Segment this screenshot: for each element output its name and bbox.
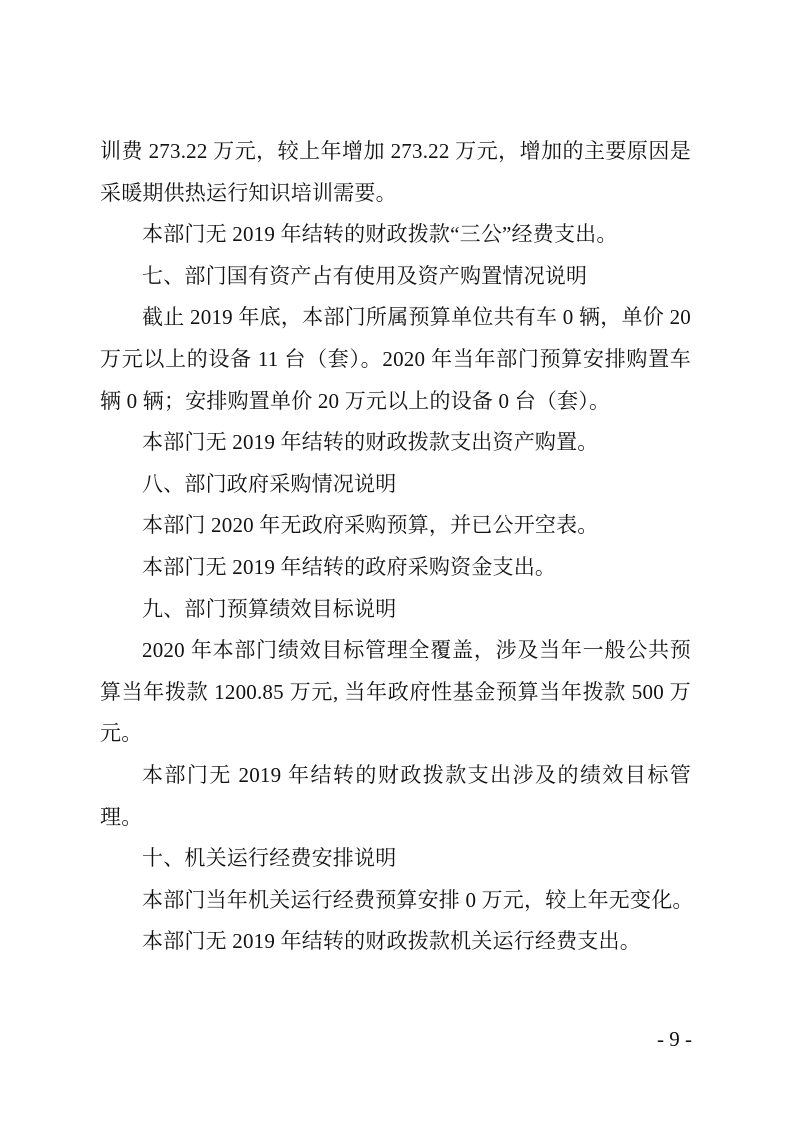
text-line: 辆 0 辆；安排购置单价 20 万元以上的设备 0 台（套）。 xyxy=(100,388,611,413)
text-line: 本部门无 2019 年结转的财政拨款“三公”经费支出。 xyxy=(142,222,618,247)
section-heading: 十、机关运行经费安排说明 xyxy=(142,846,397,871)
section-heading: 七、部门国有资产占有使用及资产购置情况说明 xyxy=(142,263,588,288)
text-line: 截止 2019 年底，本部门所属预算单位共有车 0 辆，单价 20 xyxy=(142,305,691,330)
text-line: 本部门无 2019 年结转的财政拨款支出资产购置。 xyxy=(142,430,599,455)
text-line: 本部门当年机关运行经费预算安排 0 万元，较上年无变化。 xyxy=(142,887,694,912)
section-heading: 八、部门政府采购情况说明 xyxy=(142,471,397,496)
text-line: 训费 273.22 万元，较上年增加 273.22 万元，增加的主要原因是 xyxy=(100,139,691,163)
text-line: 本部门无 2019 年结转的财政拨款机关运行经费支出。 xyxy=(142,929,641,954)
document-body xyxy=(100,131,694,963)
page-number: - 9 - xyxy=(657,1027,692,1051)
text-line: 万元以上的设备 11 台（套）。2020 年当年部门预算安排购置车 xyxy=(100,346,691,371)
text-line: 本部门无 2019 年结转的财政拨款支出涉及的绩效目标管 xyxy=(142,762,691,787)
text-line: 本部门无 2019 年结转的政府采购资金支出。 xyxy=(142,554,557,579)
text-line: 采暖期供热运行知识培训需要。 xyxy=(100,180,397,205)
text-line: 算当年拨款 1200.85 万元, 当年政府性基金预算当年拨款 500 万 xyxy=(100,679,691,704)
text-line: 2020 年本部门绩效目标管理全覆盖，涉及当年一般公共预 xyxy=(142,638,691,663)
section-heading: 九、部门预算绩效目标说明 xyxy=(142,596,397,621)
text-line: 本部门 2020 年无政府采购预算，并已公开空表。 xyxy=(142,513,599,538)
text-line: 理。 xyxy=(100,804,143,829)
text-line: 元。 xyxy=(100,721,143,746)
